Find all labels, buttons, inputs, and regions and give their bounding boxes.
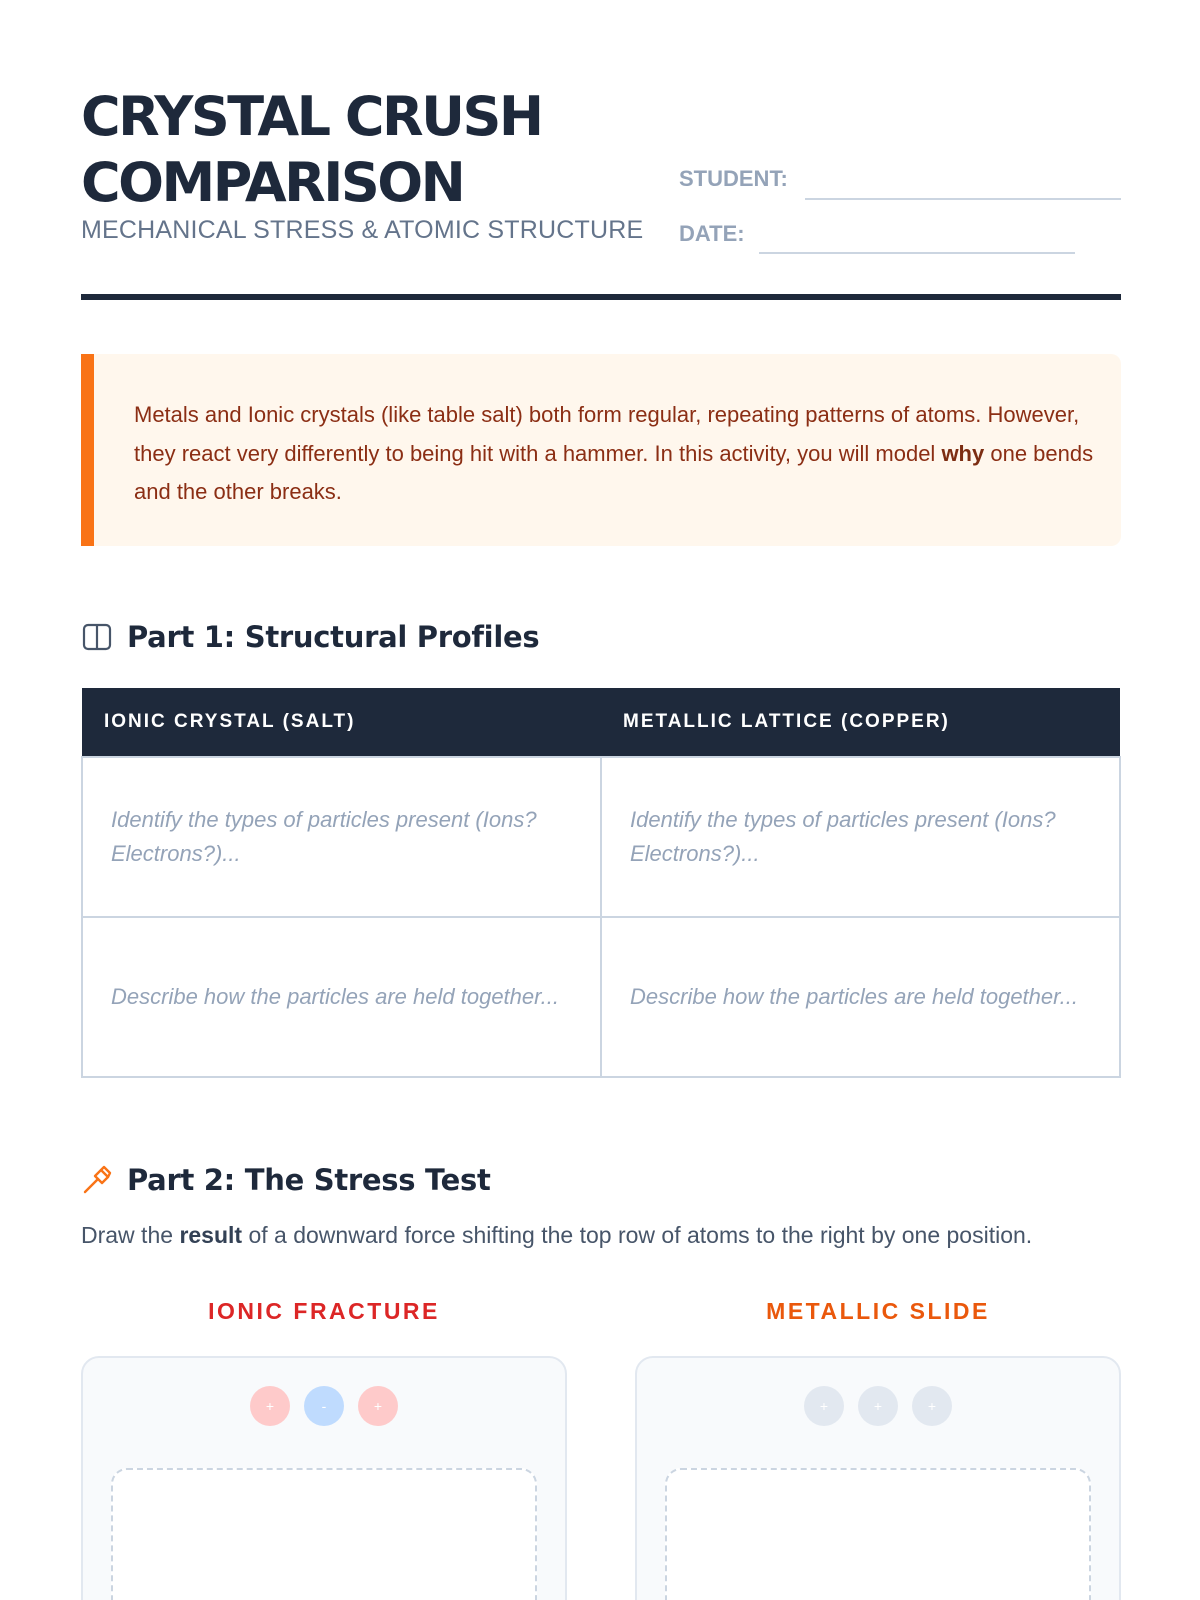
table-row	[82, 917, 1120, 1077]
part1-heading	[81, 620, 539, 654]
metallic-particles-cell[interactable]: Identify the types of particles present (Ions? Electrons?)...	[601, 757, 1120, 917]
metal-ion-atom: +	[858, 1386, 898, 1426]
ionic-drawing-area[interactable]	[111, 1468, 537, 1600]
column-header-metallic: METALLIC LATTICE (COPPER)	[601, 688, 1120, 757]
instructions-part1: Draw the	[81, 1222, 180, 1248]
cation-atom: +	[250, 1386, 290, 1426]
page-subtitle: MECHANICAL STRESS & ATOMIC STRUCTURE	[81, 216, 644, 244]
title-line-2: COMPARISON	[81, 151, 464, 214]
metallic-slide-label: METALLIC SLIDE	[766, 1298, 990, 1324]
header-divider	[81, 294, 1121, 300]
intro-callout	[81, 354, 1121, 546]
part2-title: Part 2: The Stress Test	[127, 1163, 491, 1197]
metallic-drawing-area[interactable]	[665, 1468, 1091, 1600]
metal-ion-atom: +	[912, 1386, 952, 1426]
date-label: DATE:	[679, 221, 745, 246]
ionic-particles-cell[interactable]: Identify the types of particles present (Ions? Electrons?)...	[82, 757, 601, 917]
anion-atom: -	[304, 1386, 344, 1426]
worksheet-page	[81, 0, 1121, 1600]
metallic-slide-panel	[635, 1356, 1121, 1600]
ionic-fracture-panel	[81, 1356, 567, 1600]
metal-ion-atom: +	[804, 1386, 844, 1426]
student-label: STUDENT:	[679, 166, 788, 191]
page-title	[81, 84, 641, 216]
part1-title: Part 1: Structural Profiles	[127, 620, 540, 654]
instructions-emphasis: result	[179, 1222, 243, 1248]
intro-text-part2: one bends and the other breaks.	[134, 440, 1094, 504]
metallic-bonding-cell[interactable]: Describe how the particles are held together...	[601, 917, 1120, 1077]
intro-emphasis: why	[941, 440, 985, 466]
part2-instructions	[81, 1222, 1032, 1249]
hammer-icon	[81, 1164, 113, 1196]
ionic-bonding-cell[interactable]: Describe how the particles are held together...	[82, 917, 601, 1077]
structural-profiles-table	[81, 688, 1121, 1078]
column-header-ionic: IONIC CRYSTAL (SALT)	[82, 688, 601, 757]
ionic-atom-row	[83, 1386, 565, 1426]
title-line-1: CRYSTAL CRUSH	[81, 85, 542, 148]
instructions-part2: of a downward force shifting the top row of atoms to the right by one position.	[242, 1222, 1033, 1248]
student-field[interactable]	[805, 198, 1121, 200]
ionic-fracture-label: IONIC FRACTURE	[208, 1298, 440, 1324]
table-header-row	[82, 688, 1120, 757]
metallic-atom-row	[637, 1386, 1119, 1426]
intro-text	[134, 396, 1094, 512]
columns-icon	[81, 621, 113, 653]
part2-heading	[81, 1163, 491, 1197]
intro-text-part1: Metals and Ionic crystals (like table salt) both form regular, repeating patterns of atoms. However, they react very differently to being hit with a hammer. In this activity, you will model	[134, 402, 1080, 466]
cation-atom: +	[358, 1386, 398, 1426]
table-row	[82, 757, 1120, 917]
date-field[interactable]	[759, 252, 1075, 254]
